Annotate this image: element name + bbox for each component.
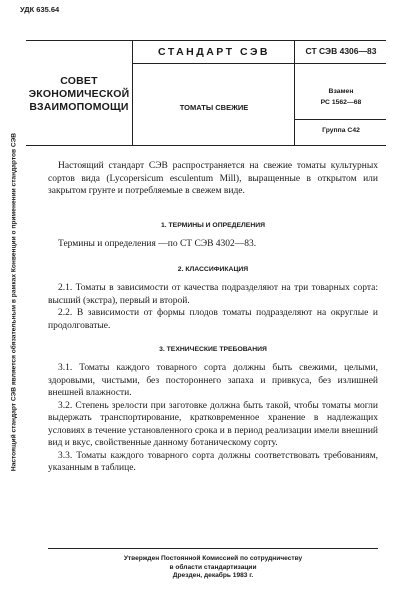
- section-2-paragraph-1: 2.1. Томаты в зависимости от качества подразделяют на три товарных сорта: высший (экстра), первый и второй.: [48, 283, 378, 306]
- replaces-label: Взамен: [328, 88, 354, 95]
- footer-rule: [48, 548, 378, 549]
- udk-code: УДК 635.64: [20, 5, 60, 14]
- section-2-body: [48, 282, 378, 332]
- council-line-3: ВЗАИМОПОМОЩИ: [29, 101, 129, 113]
- header-rule-group: [294, 119, 386, 120]
- council-line-2: ЭКОНОМИЧЕСКОЙ: [28, 88, 130, 100]
- council-name: [26, 75, 132, 114]
- side-note-text: Настоящий стандарт СЭВ является обязательным в рамках Конвенции о применении стандартов СЭВ: [10, 132, 18, 472]
- footer-line-3: Дрезден, декабрь 1983 г.: [172, 572, 254, 579]
- intro-paragraph-block: [48, 160, 378, 198]
- document-title: ТОМАТЫ СВЕЖИЕ: [179, 103, 249, 112]
- section-3-paragraph-3: 3.3. Томаты каждого товарного сорта должны соответствовать требованиям, указанным в таблице.: [48, 450, 378, 473]
- group-code: Группа С42: [322, 127, 360, 134]
- approval-footer: [48, 555, 378, 581]
- standard-header: [26, 40, 386, 146]
- side-note: [8, 62, 20, 542]
- footer-line-2: в области стандартизации: [169, 563, 257, 571]
- footer-line-1: Утвержден Постоянной Комиссией по сотрудничеству: [123, 555, 303, 562]
- section-1-paragraph: Термины и определения —по СТ СЭВ 4302—83.: [58, 239, 257, 249]
- standard-code: СТ СЭВ 4306—83: [305, 46, 377, 56]
- section-2-heading: 2. КЛАССИФИКАЦИЯ: [177, 266, 249, 273]
- replaces-block: [296, 86, 386, 108]
- section-3-paragraph-2: 3.2. Степень зрелости при заготовке должна быть такой, чтобы томаты могли выдержать транспортирование, кратковременное хранение в надлежащих условиях в течение установленного срока и в период реализации имели внешний вид и вкус, свойственные данному ботаническому сорту.: [48, 400, 378, 448]
- section-2-paragraph-2: 2.2. В зависимости от формы плодов томаты подразделяют на округлые и продолговатые.: [48, 308, 378, 331]
- section-3-heading: 3. ТЕХНИЧЕСКИЕ ТРЕБОВАНИЯ: [159, 346, 267, 353]
- header-divider-left: [132, 41, 133, 145]
- section-1-body: [48, 238, 378, 251]
- section-1-heading: 1. ТЕРМИНЫ И ОПРЕДЕЛЕНИЯ: [160, 222, 266, 229]
- council-line-1: СОВЕТ: [60, 75, 98, 87]
- replaces-value: РС 1562—68: [320, 99, 362, 106]
- section-3-paragraph-1: 3.1. Томаты каждого товарного сорта должны быть свежими, целыми, здоровыми, чистыми, без постороннего запаха и привкуса, без излишней внешней влажности.: [48, 363, 378, 398]
- intro-paragraph: Настоящий стандарт СЭВ распространяется на свежие томаты культурных сортов вида (Lycopersicum esculentum Mill), выращенные в открытом или закрытом грунте и потребляемые в свежем виде.: [48, 161, 378, 196]
- standard-label: СТАНДАРТ СЭВ: [158, 46, 270, 58]
- section-3-body: [48, 362, 378, 475]
- header-rule-top: [132, 63, 386, 64]
- header-divider-right: [294, 41, 295, 145]
